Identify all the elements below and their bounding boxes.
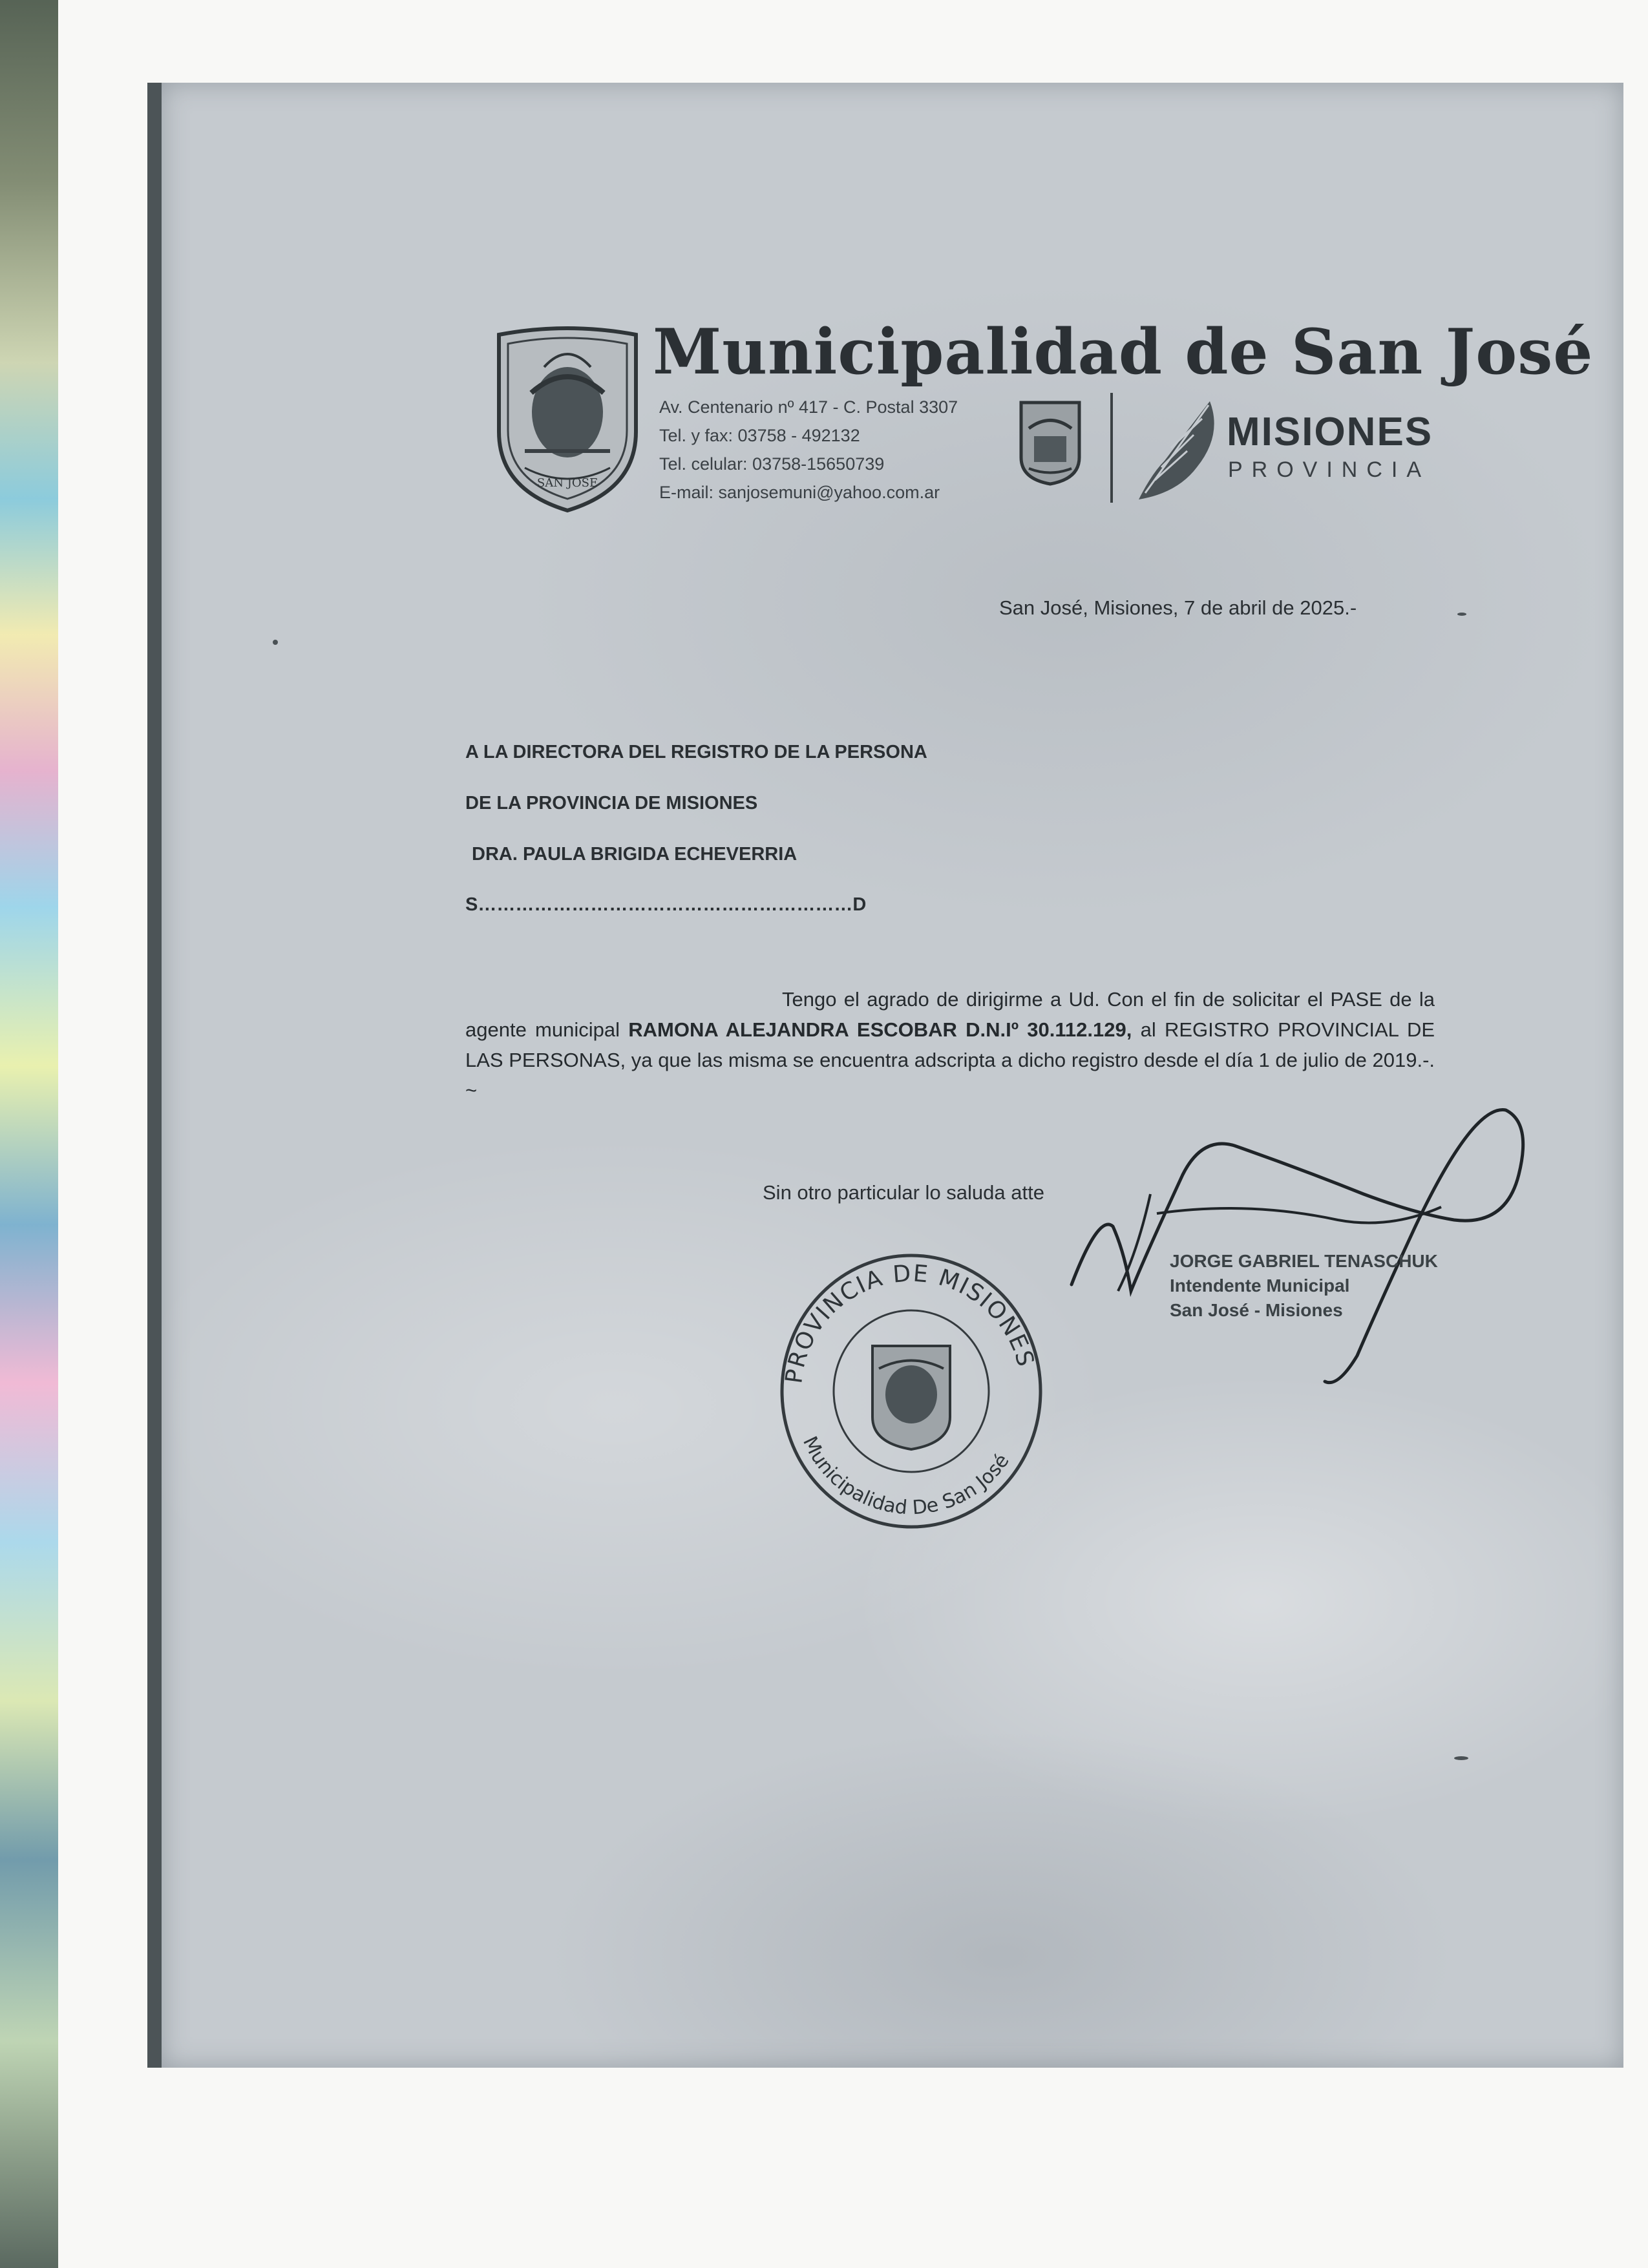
phone-fax-line: Tel. y fax: 03758 - 492132 (659, 426, 860, 445)
photocopied-letter (147, 83, 1623, 2068)
body-part-2: al REGISTRO PROVINCIAL DE LAS PERSONAS, ya que las misma se encuentra adscripta a dicho registro desde el día 1 de julio de 2019.-. ~ (465, 1018, 1435, 1102)
letter-body (465, 984, 1435, 1106)
email-line: E-mail: sanjosemuni@yahoo.com.ar (659, 483, 940, 502)
addressee-name: DRA. PAULA BRIGIDA ECHEVERRIA (472, 844, 798, 865)
body-part-1: Tengo el agrado de dirigirme a Ud. Con el fin de solicitar el PASE de la agente municipal (465, 988, 1435, 1041)
signatory-place: San José - Misiones (1170, 1300, 1343, 1320)
addressee-line-2: DE LA PROVINCIA DE MISIONES (465, 793, 758, 814)
scan-speck (273, 640, 278, 645)
misiones-wordmark: MISIONES (1227, 410, 1433, 454)
stamp-top-text: PROVINCIA DE MISIONES (781, 1260, 1039, 1385)
san-jose-shield-icon (486, 322, 649, 516)
letterhead-divider (1110, 393, 1113, 503)
signatory-name: JORGE GABRIEL TENASCHUK (1170, 1251, 1438, 1271)
municipality-title: Municipalidad de San José (653, 315, 1594, 388)
mobile-line: Tel. celular: 03758-15650739 (659, 454, 885, 474)
misiones-leaf-icon (1126, 396, 1223, 503)
date-line: San José, Misiones, 7 de abril de 2025.- (999, 596, 1357, 619)
scan-speck (1454, 1756, 1468, 1760)
shield-label: SAN JOSE (536, 476, 598, 490)
stamp-bottom-text: Municipalidad De San José (798, 1433, 1014, 1520)
municipal-stamp-icon (756, 1230, 1066, 1533)
contact-block (659, 393, 958, 507)
address-line: Av. Centenario nº 417 - C. Postal 3307 (659, 397, 958, 417)
salutation-sd: S……………………………………………………D (465, 894, 867, 915)
province-seal-icon (1015, 396, 1086, 487)
signatory-block (1170, 1249, 1438, 1323)
addressee-line-1: A LA DIRECTORA DEL REGISTRO DE LA PERSONA (465, 742, 927, 762)
closing-line: Sin otro particular lo saluda atte (763, 1181, 1044, 1204)
agent-name-id: RAMONA ALEJANDRA ESCOBAR D.N.Iº 30.112.129, (628, 1018, 1132, 1041)
signatory-role: Intendente Municipal (1170, 1276, 1350, 1296)
scan-speck (1457, 613, 1466, 616)
provincia-wordmark: PROVINCIA (1228, 457, 1431, 482)
